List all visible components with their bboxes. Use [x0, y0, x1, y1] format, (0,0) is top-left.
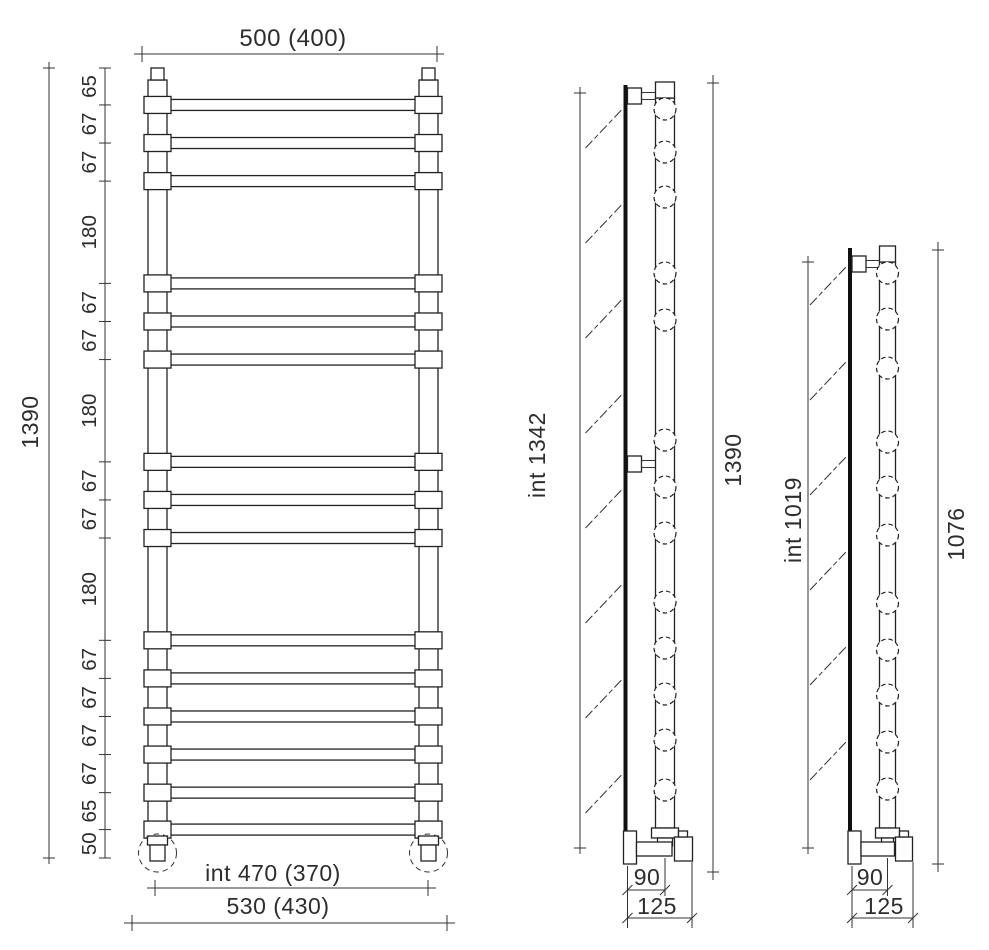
- side-view-tall-geometry: [574, 75, 719, 928]
- wall-hatch-mark: [586, 585, 622, 623]
- right-rung-collar: [415, 491, 442, 508]
- segment-dim-label: 67: [78, 150, 101, 174]
- side-tall-depth-125-label: 125: [637, 893, 677, 919]
- rung-tube: [166, 494, 421, 505]
- rung-tube: [166, 99, 421, 110]
- rung-tube: [166, 749, 421, 760]
- bottom-supply-arm: [861, 842, 895, 856]
- left-rung-collar: [144, 746, 171, 763]
- rung-tube: [166, 824, 421, 835]
- wall-hatch-mark: [586, 775, 622, 813]
- rung-tube: [166, 176, 421, 187]
- wall-hatch-mark: [586, 205, 622, 243]
- left-rung-collar: [144, 708, 171, 725]
- rung-pipe-section-circle: [877, 684, 899, 706]
- wall-hatch-mark: [810, 457, 846, 495]
- side-tall-inner-height-label: int 1342: [524, 412, 550, 498]
- wall-bracket: [852, 256, 866, 272]
- wall-hatch-mark: [810, 552, 846, 590]
- rung-pipe-section-circle: [877, 639, 899, 661]
- segment-dim-label: 67: [78, 469, 101, 493]
- segment-dim-label: 67: [78, 724, 101, 747]
- rung-pipe-section-circle: [654, 429, 676, 451]
- left-rung-collar: [144, 275, 171, 292]
- rung-pipe-section-circle: [654, 591, 676, 613]
- foot-valve-knob: [421, 845, 436, 861]
- segment-dim-label: 67: [78, 507, 101, 531]
- wall-hatch-mark: [810, 742, 846, 780]
- right-tube-top-cap: [422, 68, 435, 80]
- wall-bracket: [628, 456, 642, 472]
- rung-pipe-section-circle: [877, 778, 899, 800]
- front-overall-height-label: 1390: [17, 395, 43, 449]
- rung-pipe-section-circle: [654, 141, 676, 163]
- left-rung-collar: [144, 670, 171, 687]
- segment-dim-label: 67: [78, 112, 102, 136]
- side-tall-depth-90-label: 90: [633, 864, 661, 890]
- front-inner-width-label: int 470 (370): [205, 860, 341, 886]
- left-rung-collar: [144, 313, 171, 330]
- right-rung-collar: [415, 784, 442, 801]
- right-rung-collar: [415, 670, 442, 687]
- left-rung-collar: [144, 784, 171, 801]
- wall-hatch-mark: [810, 647, 846, 685]
- foot-flange: [148, 836, 168, 845]
- rung-pipe-section-circle: [654, 729, 676, 751]
- bottom-supply-arm: [637, 842, 673, 856]
- wall-hatch-mark: [586, 680, 622, 718]
- rung-tube: [166, 354, 421, 365]
- bottom-wall-plate: [848, 831, 861, 864]
- rung-pipe-section-circle: [877, 476, 899, 498]
- foot-valve-knob: [150, 845, 165, 861]
- rung-pipe-section-circle: [654, 98, 676, 120]
- rung-tube: [166, 138, 421, 149]
- rung-pipe-section-circle: [877, 262, 899, 284]
- rung-tube: [166, 635, 421, 646]
- segment-dim-label: 65: [78, 799, 101, 823]
- segment-dim-label: 50: [78, 832, 101, 856]
- rung-pipe-section-circle: [654, 476, 676, 498]
- wall-hatch-mark: [810, 267, 846, 305]
- rung-pipe-section-circle: [654, 262, 676, 284]
- bottom-valve-cap: [900, 831, 909, 837]
- rung-tube: [166, 533, 421, 544]
- front-outer-width-label: 530 (430): [226, 893, 330, 919]
- left-rung-collar: [144, 530, 171, 547]
- segment-dim-label: 180: [78, 572, 101, 607]
- rung-pipe-section-circle: [654, 522, 676, 544]
- side-tall-overall-height-label: 1390: [720, 433, 746, 487]
- side-pipe-top-cap: [656, 82, 675, 98]
- left-rung-collar: [144, 173, 171, 190]
- rung-pipe-section-circle: [654, 186, 676, 208]
- right-rung-collar: [415, 708, 442, 725]
- right-rung-collar: [415, 96, 442, 113]
- right-rung-collar: [415, 351, 442, 368]
- segment-dim-label: 67: [78, 686, 101, 709]
- right-rung-collar: [415, 173, 442, 190]
- foot-flange: [419, 836, 439, 845]
- left-rung-collar: [144, 96, 171, 113]
- right-rung-collar: [415, 275, 442, 292]
- left-tube-top-cap: [151, 68, 164, 80]
- front-top-width-label: 500 (400): [239, 25, 347, 52]
- bottom-valve-cap: [679, 831, 688, 837]
- segment-dim-label: 67: [78, 329, 101, 352]
- side-view-short-geometry: [802, 242, 944, 928]
- right-rung-collar: [415, 453, 442, 470]
- wall-hatch-mark: [586, 300, 622, 338]
- rung-tube: [166, 673, 421, 684]
- wall-bracket: [628, 88, 642, 104]
- rung-pipe-section-circle: [877, 431, 899, 453]
- wall-hatch-mark: [586, 395, 622, 433]
- segment-dim-label: 67: [78, 762, 101, 786]
- rung-pipe-section-circle: [654, 683, 676, 705]
- front-view-geometry: [43, 46, 455, 931]
- left-rung-collar: [144, 453, 171, 470]
- rung-tube: [166, 278, 421, 289]
- rung-pipe-section-circle: [877, 592, 899, 614]
- wall-hatch-mark: [810, 362, 846, 400]
- right-rung-collar: [415, 632, 442, 649]
- rung-pipe-section-circle: [877, 308, 899, 330]
- left-rung-collar: [144, 491, 171, 508]
- rung-pipe-section-circle: [654, 779, 676, 801]
- side-short-depth-125-label: 125: [864, 893, 904, 919]
- side-short-inner-height-label: int 1019: [780, 477, 806, 563]
- bottom-valve-body: [675, 837, 693, 861]
- right-rung-collar: [415, 746, 442, 763]
- rung-pipe-section-circle: [877, 731, 899, 753]
- rung-tube: [166, 456, 421, 467]
- rung-tube: [166, 711, 421, 722]
- bottom-wall-plate: [624, 831, 637, 864]
- segment-dim-label: 65: [78, 75, 101, 98]
- wall-hatch-mark: [586, 110, 622, 148]
- rung-pipe-section-circle: [877, 357, 899, 379]
- segment-dim-label: 67: [78, 647, 101, 671]
- left-rung-collar: [144, 632, 171, 649]
- right-rung-collar: [415, 530, 442, 547]
- rung-pipe-section-circle: [654, 309, 676, 331]
- wall-hatch-mark: [586, 490, 622, 528]
- segment-dim-label: 180: [78, 393, 101, 428]
- right-rung-collar: [415, 135, 442, 152]
- segment-dim-label: 67: [78, 291, 101, 314]
- side-short-depth-90-label: 90: [856, 864, 884, 890]
- left-rung-collar: [144, 351, 171, 368]
- left-rung-collar: [144, 135, 171, 152]
- rung-tube: [166, 787, 421, 798]
- bottom-valve-body: [896, 837, 913, 861]
- rung-tube: [166, 316, 421, 327]
- side-short-overall-height-label: 1076: [943, 507, 969, 561]
- segment-dim-label: 180: [78, 215, 101, 250]
- rung-pipe-section-circle: [877, 524, 899, 546]
- rung-pipe-section-circle: [654, 637, 676, 659]
- side-pipe-top-cap: [880, 246, 896, 262]
- right-rung-collar: [415, 313, 442, 330]
